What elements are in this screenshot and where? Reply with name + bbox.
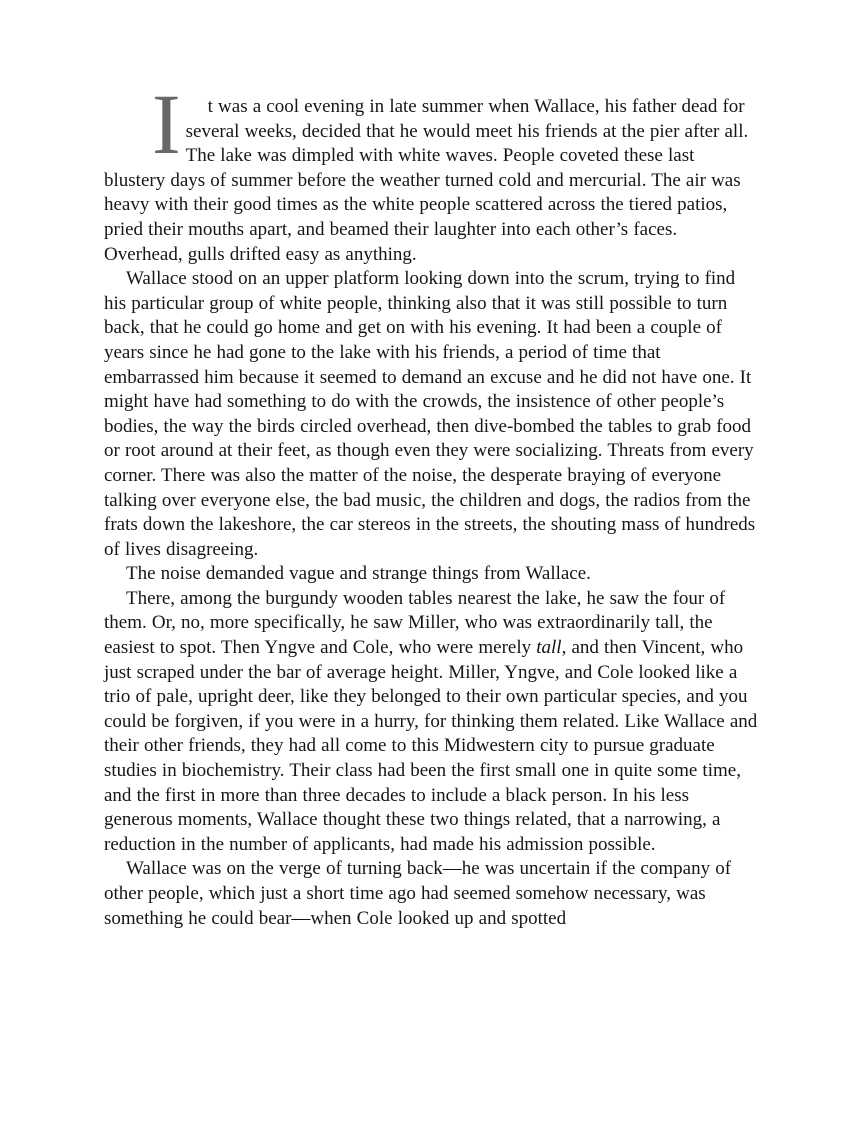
paragraph-friends: [104, 587, 760, 858]
opening-paragraph: [104, 76, 760, 267]
opening-paragraph-text: t was a cool evening in late summer when Wallace, his father dead for several weeks, decided that he would meet his friends at the pier after all. The lake was dimpled with white waves. People coveted these last blustery days of summer before the weather turned cold and mercurial. The air was heavy with their good times as the white people scattered across the tiered patios, pried their mouths apart, and beamed their laughter into each other’s faces. Overhead, gulls drifted easy as anything.: [104, 96, 749, 265]
paragraph-turning-back: Wallace was on the verge of turning back—he was uncertain if the company of other people, which just a short time ago had seemed somehow necessary, was something he could bear—when Cole looked up and spotted: [104, 858, 732, 929]
paragraph-platform: Wallace stood on an upper platform looking down into the scrum, trying to find his particular group of white people, thinking also that it was still possible to turn back, that he could go home and get on with his evening. It had been a couple of years since he had gone to the lake with his friends, a period of time that embarrassed him because it seemed to demand an excuse and he did not have one. It might have had something to do with the crowds, the insistence of other people’s bodies, the way the birds circled overhead, then dive-bombed the tables to grab food or root around at their feet, as though even they were socializing. Threats from every corner. There was also the matter of the noise, the desperate braying of everyone talking over everyone else, the bad music, the children and dogs, the radios from the frats down the lakeshore, the car stereos in the streets, the shouting mass of hundreds of lives disagreeing.: [104, 268, 756, 560]
paragraph-friends-segment-1: There, among the burgundy wooden tables nearest the lake, he saw the four of them. Or, no, more specifically, he saw Miller, who was extraordinarily tall, the easiest to spot. Then Yngve and Cole, who were merely: [104, 587, 726, 659]
italic-word-tall: tall: [536, 637, 562, 659]
paragraph-noise: The noise demanded vague and strange things from Wallace.: [126, 563, 591, 585]
paragraph-friends-segment-2: , and then Vincent, who just scraped under the bar of average height. Miller, Yngve, and Cole looked like a trio of pale, upright deer, like they belonged to their own particular species, and you could be forgiven, if you were in a hurry, for thinking them related. Like Wallace and their other friends, they had all come to this Midwestern city to pursue graduate studies in biochemistry. Their class had been the first small one in quite some time, and the first in more than three decades to include a black person. In his less generous moments, Wallace thought these two things related, that a narrowing, a reduction in the number of applicants, had made his admission possible.: [104, 637, 758, 855]
drop-cap: I: [152, 76, 181, 172]
